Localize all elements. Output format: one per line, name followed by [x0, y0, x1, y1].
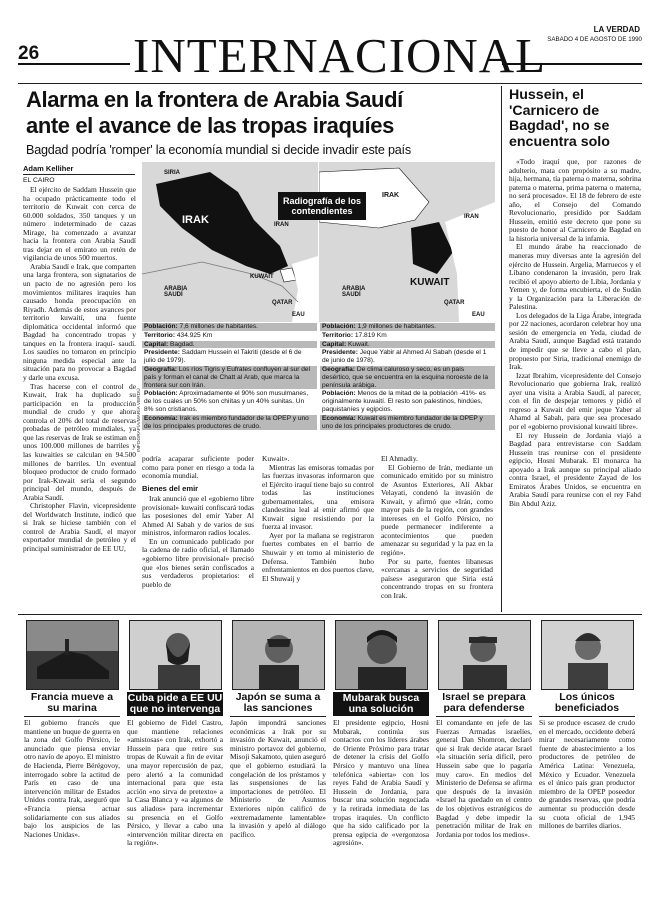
map-label: IRAN: [274, 222, 289, 228]
photo-cuba: [129, 620, 222, 690]
paragraph: El Ahmadiy.: [381, 455, 418, 463]
paragraph: El Gobierno de Irán, mediante un comunicado emitido por su ministro de Asuntos Exteriores, Alí Akbar Velayati, condenó la invasión de Kuwait, y afirmó que «Irán, como mayor país de la región, con grandes intereses en el Golfo Pérsico, no puede permanecer indiferente a acontecimientos que pueden amenazar su seguridad y la paz en la región».: [381, 462, 493, 558]
section-title: INTERNACIONAL: [133, 28, 547, 83]
paragraph: El mundo árabe ha reaccionado de maneras muy diversas ante la agresión del ejército de Hussein. Argelia, Marruecos y el Líbano condenaron la invasión, pero Irak recibió el apoyo abierto de Libia, Jordania y Yemen y, de forma encubierta, el de Sudán y la Organización para la Liberación de Palestina.: [509, 242, 641, 312]
kuwait-facts: [320, 323, 495, 431]
photo-france: [26, 620, 119, 690]
header-rule-left: [18, 63, 130, 65]
brief-rule: [539, 716, 635, 717]
brief-title: Mubarak busca una solución: [333, 692, 429, 716]
map-label: EAU: [292, 312, 305, 318]
paragraph: Ayer por la mañana se registraron fuertes combates en el barrio de Shuwair y en torno al ministerio de Defensa. También hubo enfrentamientos en dos puertos clave, El Shuwaij y: [262, 530, 374, 583]
paragraph: En un comunicado publicado por la cadena de radio oficial, el llamado «gobierno libre provisional» precisó que «los bienes serán confiscados a sus verdaderos propietarios: el pueblo de: [142, 536, 254, 589]
byline-rule: [23, 174, 135, 175]
fact-row: Población: Aproximadamente el 90% son musulmanes, de los cuales un 50% son chiítas y un 40% sunitas. Un 8% son cristianos.: [142, 390, 317, 414]
map-label: SIRIA: [164, 170, 181, 176]
article-column-3: [262, 455, 374, 611]
brief-text: Japón impondrá sanciones económicas a Irak por su invasión de Kuwait, anunció el ministro portavoz del gobierno, Misoji Sakamoto, quien aseguró que el gobierno estudiará la congelación de los préstamos y las suspensiones de las importaciones de petróleo. El Ministerio de Asuntos Exteriores nipón calificó de «extremadamente lamentable» la invasión y apeló al diálogo pacífico.: [230, 719, 326, 839]
column-subhead: Bienes del emir: [142, 483, 199, 493]
map-label: ARABIA SAUDÍ: [342, 286, 366, 298]
map-label: ARABIA SAUDÍ: [164, 286, 188, 298]
article-column-1: [23, 186, 136, 611]
fact-row: Economía: Kuwait es miembro fundador de la OPEP y uno de los principales productores de crudo.: [320, 415, 495, 432]
article-column-4: [381, 455, 493, 611]
photo-mubarak: [335, 620, 428, 690]
fact-row: Población: 7,6 millones de habitantes.: [142, 323, 317, 332]
kuwait-map: [319, 162, 495, 322]
brief-rule: [230, 716, 326, 717]
fact-row: Capital: Bagdad.: [142, 341, 317, 350]
brief-text: Si se produce escasez de crudo en el mercado, occidente deberá mirar necesariamente como fuente de abastecimiento a los productores de petróleo de América Latina: Venezuela, México y Ecuador. Venezuela es el único país gran productor miembro de la OPEP poseedor de grandes reservas, que podría aumentar su producción desde su cuota oficial de 1,945 millones de barriles diarios.: [539, 719, 635, 831]
fact-row: Geografía: De clima caluroso y seco, es un país desértico, que se encuentra en la esquina noroeste de la península arábiga.: [320, 366, 495, 390]
news-brief: [24, 692, 120, 899]
page-date: SABADO 4 DE AGOSTO DE 1990: [547, 36, 642, 43]
paragraph: Christopher Flavin, vicepresidente del Worldwatch Institute, indicó que si Irak se hiciese también con el control de Arabia Saudí, el mayor exportador mundial de petróleo y el principal suministrador de EE UU,: [23, 501, 136, 553]
main-headline-line2: ante el avance de las tropas iraquíes: [26, 113, 394, 138]
brief-title: Cuba pide a EE UU que no intervenga: [127, 692, 223, 715]
paragraph: podría acaparar suficiente poder como para poner en riesgo a toda la economía mundial.: [142, 455, 254, 481]
fact-row: Presidente: Jeque Yabir al Ahmed Al Sabah (desde el 1 de junio de 1978).: [320, 349, 495, 366]
brief-title: Francia mueve a su marina: [30, 691, 114, 714]
infographic: [142, 162, 495, 449]
news-brief: [539, 692, 635, 899]
article-column-2: [142, 455, 254, 611]
fact-row: Economía: Irak es miembro fundador de la OPEP y uno de los principales productores de crudo.: [142, 415, 317, 432]
brief-title: Los únicos beneficiados: [554, 691, 620, 714]
header-rule-bottom: [18, 83, 642, 84]
map-label: IRAN: [464, 214, 479, 220]
paragraph: Mientras las emisoras tomadas por las fuerzas invasoras informaron que el Ejército iraquí tiene bajo su control todas las instituciones gubernamentales, una emisora clandestina leal al emir afirmó que Kuwait sigue resistiendo por la fuerza al invasor.: [262, 462, 374, 532]
sidebar-headline: Hussein, el 'Carnicero de Bagdad', no se encuentra solo: [509, 87, 610, 150]
paragraph: Los delegados de la Liga Árabe, integrada por 22 naciones, acordaron celebrar hoy una sesión de emergencia en Yeda, ciudad de Arabia Saudí, aunque Bagdad está tratando de impedir que se lleve a cabo el plan, propuesto por Siria, tradicional enemigo de Irak.: [509, 310, 641, 372]
byline: Adam Kelliher: [23, 164, 74, 173]
fact-row: Capital: Kuwait.: [320, 341, 495, 350]
photo-japan: [232, 620, 325, 690]
map-label: IRAK: [382, 192, 400, 199]
main-headline-line1: Alarma en la frontera de Arabia Saudí: [26, 87, 403, 112]
paragraph: Por su parte, fuentes libanesas «cercanas a servicios de seguridad países» aseguraron que Siria está concentrando tropas en su frontera con Irak.: [381, 556, 493, 600]
page-number: 26: [18, 43, 40, 64]
map-credit: INFOGRAFÍA/MARÍA VERDÚ: [137, 388, 142, 452]
brief-title: Japón se suma a las sanciones: [235, 691, 321, 714]
paragraph: Arabia Saudí e Irak, que comparten una larga frontera, son signatarios de un pacto de no agresión pero los movimientos militares iraquíes han causado honda preocupación en Riyadh. Además de estos avances por territorio kuwaití, una fuente diplomática occidental informó que Bagdad ha concentrado tropas y tanques en la frontera iraquí- saudí. Los saudíes no tomaron en principio ninguna medida especial ante la situación para no provocar a Bagdad y darle una excusa.: [23, 261, 136, 383]
news-brief: [436, 692, 532, 899]
sidebar-divider: [501, 86, 502, 612]
fact-row: Geografía: Los ríos Tigris y Eufrates confluyen al sur del país y forman el canal de Chatt al Arab, que marca la frontera sur con Irán.: [142, 366, 317, 390]
photo-beneficiaries: [541, 620, 634, 690]
brief-text: El gobierno de Fidel Castro, que mantiene relaciones «amistosas» con Irak, exhortó a Hussein para que retire sus tropas de Kuwait a fin de evitar una mayor repercusión de paz, pero alertó a la comunidad internacional para que esta acción «no sirva de pretexto» a la Casa Blanca y «a algunos de sus aliados» para incrementar su presencia en el Golfo Pérsico, y llevar a cabo una «intervención militar directa en la región».: [127, 719, 223, 848]
map-label: QATAR: [444, 300, 465, 306]
paragraph: Tras hacerse con el control de Kuwait, Irak ha duplicado su participación en la producción mundial de crudo y que ahora controla el 20% del total de reservas probadas de petróleo mundiales, ya que las reservas de Irak se estiman en unos 100.000 millones de barriles y las kuwaitíes se calculan en 94.500 millones de barriles. Un eventual bloqueo productor de crudo formado por Irak-Kuwait sería el segundo principal del mundo, después de Arabia Saudí.: [23, 381, 136, 502]
news-brief: [333, 692, 429, 903]
iraq-facts: [142, 323, 317, 431]
map-label: IRAK: [182, 214, 209, 226]
sidebar-text: [509, 158, 641, 612]
news-brief: [127, 692, 223, 903]
brief-title: Israel se prepara para defenderse: [442, 691, 526, 714]
map-label: KUWAIT: [250, 274, 274, 280]
news-brief: [230, 692, 326, 899]
map-title: Radiografía de los contendientes: [278, 192, 366, 220]
main-subhead: Bagdad podría 'romper' la economía mundial si decide invadir este país: [26, 143, 411, 157]
paragraph: Izzat Ibrahim, vicepresidente del Consejo Revolucionario que gobierna Irak, realizó ayer una visita a Arabia Saudí, al parecer, con el fin de despejar temores y pidió el regreso a Kuwait del emir jeque Yaber al Ahamd al Sabah, para que sea procesado por el «gobierno provisional kuwaití libre».: [509, 370, 641, 431]
fact-row: Territorio: 17.819 Km: [320, 332, 495, 341]
fact-row: Territorio: 434.925 Km: [142, 332, 317, 341]
fact-row: Población: Menos de la mitad de la población -41%- es originalmente kuwaití. El resto son palestinos, hindúes, paquistaníes y egipcios.: [320, 390, 495, 414]
map-label: EAU: [472, 312, 485, 318]
paragraph: El ejército de Saddam Hussein que ha ocupado prácticamente todo el territorio de Kuwait con cerca de 60.000 soldados, 350 tanques y un número indeterminado de cazas Mirage, ha comenzado a avanzar hacia la frontera con Arabia Saudí tras dejar en el emirato un retén de vigilancia de unos 500 muertos.: [23, 186, 136, 263]
paragraph: Irak anunció que el «gobierno libre provisional» kuwaití confiscará todas las posesiones del emir Yaber Al Ahmed Al Sabah y de varios de sus ministros, informaron radios locales.: [142, 494, 254, 538]
header-rule-right: [502, 63, 642, 65]
map-label: QATAR: [272, 300, 293, 306]
fact-row: Población: 1,9 millones de habitantes.: [320, 323, 495, 332]
paper-name: LA VERDAD: [593, 25, 640, 34]
dateline: EL CAIRO: [23, 177, 55, 184]
paragraph: Kuwait».: [262, 455, 290, 463]
photo-israel: [438, 620, 531, 690]
fact-row: Presidente: Saddam Hussein el Takriti (desde el 6 de julio de 1979).: [142, 349, 317, 366]
paragraph: El rey Hussein de Jordania viajó a Bagdad para entrevistarse con Saddam Hussein tras reunirse con el presidente egipcio, Hosni Mubarak. El monarca ha apoyado a Irak aunque su principal aliado contra Israel, el presidente Zayad de los Emiratos Árabes Unidos, se encuentra en Arabia Saudí para reunirse con el rey Fahd Bin Abdul Aziz.: [509, 430, 641, 508]
brief-text: El gobierno francés que mantiene un buque de guerra en la zona del Golfo Pérsico, le anunciado que piensa enviar otro navío de apoyo. El ministro de Hacienda, Pierre Bérégovoy, interrogado sobre la actitud de París en caso de una intervención militar de Estados Unidos contra Irak, aseguró que «Francia piensa actuar solidariamente con sus aliados bajo los auspicios de las Naciones Unidas».: [24, 719, 120, 839]
brief-rule: [436, 716, 532, 717]
bottom-section-rule: [18, 614, 642, 615]
brief-text: El presidente egipcio, Hosni Mubarak, continúa sus contactos con los líderes árabes de Oriente Próximo para tratar de detener la crisis del Golfo Pérsico y mantuvo una línea telefónica «abierta» con los reyes Fahd de Arabia Saudí y Hussein de Jordania, para buscar una solución negociada y la retirada inmediata de las tropas iraquíes. Un conflicto que ha sido calificado por la prensa egipcia de «vergonzosa agresión».: [333, 719, 429, 848]
iraq-map: [142, 162, 318, 322]
brief-rule: [24, 716, 120, 717]
paragraph: «Todo iraquí que, por razones de adulterio, mata con propósito a su madre, hija, hermana, tía paterna o materna, sobrina paterna o materna, prima paterna o materna, no será procesado». El 18 de febrero de este año, el Consejo del Comando Revolucionario, presidido por Saddam Hussein, emitió este decreto que pone su puesto de honor al Carnicero de Bagdad en la historia universal de la infamia.: [509, 158, 641, 243]
brief-text: El comandante en jefe de las Fuerzas Armadas israelíes, general Dan Shomron, declaró que si Irak decide atacar Israel «la situación sería difícil, pero Hussein sabe que lo pagaría muy caro». En medios del Ministerio de Defensa se afirma que después de la invasión «Israel ha quedado en el centro de los objetivos estratégicos de Bagdad y debe impedir la penetración militar de Irak en Jordania por todos los medios».: [436, 719, 532, 839]
map-label: KUWAIT: [410, 277, 450, 288]
